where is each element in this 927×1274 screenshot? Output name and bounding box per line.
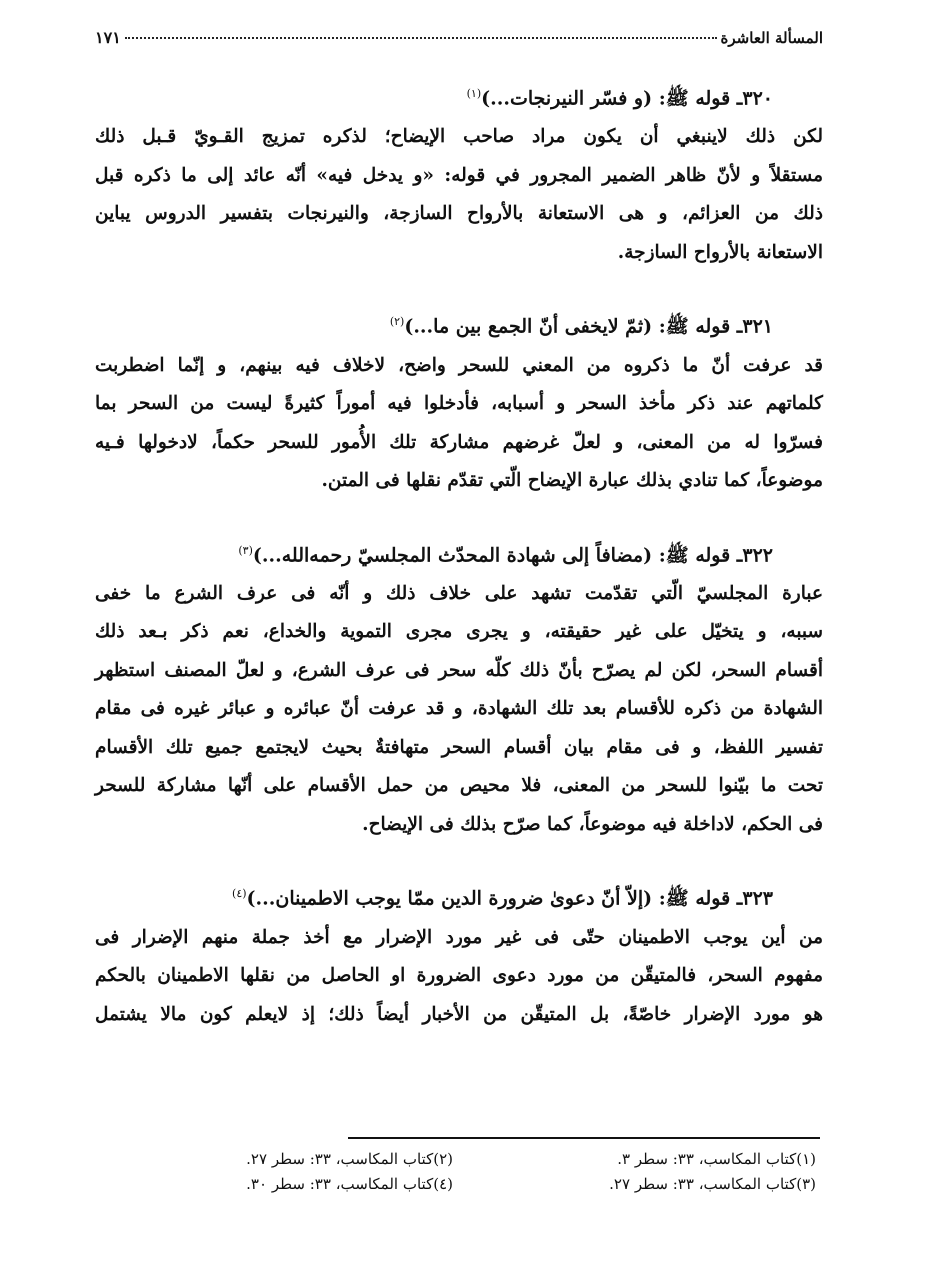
text-line: فسرّوا له من المعنى، و لعلّ غرضهم مشاركة تلك الأُمور للسحر حكماً، لادخولها فـيه — [95, 431, 823, 453]
section-number: ٣٢٢ — [742, 543, 773, 566]
heading-quote: (إلاّ أنّ دعوىٰ ضرورة الدين ممّا يوجب الاطمينان...) — [246, 887, 653, 910]
footnote-list — [150, 1147, 820, 1197]
section-body — [95, 575, 823, 845]
section-322 — [95, 531, 823, 845]
text-line: ذلك من العزائم، و هى الاستعانة بالأرواح السازجة، والنيرنجات بتفسير الدروس يباين — [95, 203, 823, 225]
heading-prefix: ـ قوله ﷺ: — [658, 887, 743, 910]
footnote-1: (١)كتاب المكاسب، ٣٣: سطر ٣. — [617, 1150, 816, 1168]
section-heading — [95, 874, 823, 918]
section-body — [95, 919, 823, 1035]
text-line: مفهوم السحر، فالمتيقّن من مورد دعوى الضرورة او الحاصل من نقلها الاطمينان بالحكم — [95, 965, 823, 987]
heading-quote: (ثمّ لايخفى أنّ الجمع بين ما...) — [404, 315, 653, 338]
section-323 — [95, 874, 823, 1034]
section-321 — [95, 302, 823, 500]
section-heading — [95, 74, 823, 118]
footnote-ref[interactable]: (٤) — [232, 887, 247, 901]
text-line: هو مورد الإضرار خاصّةً، بل المتيقّن من الأخبار أيضاً ذلك؛ إذ لايعلم كون مالا يشتمل — [95, 1003, 823, 1025]
chapter-title: المسألة العاشرة — [720, 29, 823, 47]
text-line: تفسير اللفظ، و فى مقام بيان أقسام السحر متهافتةٌ بحيث لايجتمع جميع تلك الأقسام — [95, 736, 823, 758]
footnote-ref[interactable]: (٣) — [238, 543, 253, 557]
text-line: كلماتهم عند ذكر مأخذ السحر و أسبابه، فأدخلوا فيه أموراً كثيرةً ليست من السحر بما — [95, 393, 823, 415]
page-number: ١٧١ — [95, 28, 121, 47]
heading-quote: (مضافاً إلى شهادة المحدّث المجلسيّ رحمه‌الله...) — [252, 543, 653, 566]
text-line: موضوعاً، كما تنادي بذلك عبارة الإيضاح الّتي تقدّم نقلها فى المتن. — [321, 470, 823, 492]
footnote-ref[interactable]: (١) — [466, 87, 482, 100]
text-line: الشهادة من ذكره للأقسام بعد تلك الشهادة، و قد عرفت أنّ عبائره و عبائر غيره فى مقام — [95, 698, 823, 720]
dotted-leader — [125, 37, 717, 39]
text-line: من أين يوجب الاطمينان حتّى فى غير مورد الإضرار مع أخذ جملة منهم الإضرار فى — [95, 926, 823, 948]
section-number: ٣٢١ — [742, 315, 773, 338]
section-number: ٣٢٣ — [742, 887, 773, 910]
footnote-2: (٢)كتاب المكاسب، ٣٣: سطر ٢٧. — [246, 1150, 453, 1168]
footnote-4: (٤)كتاب المكاسب، ٣٣: سطر ٣٠. — [246, 1175, 453, 1193]
section-heading — [95, 531, 823, 575]
heading-prefix: ـ قوله ﷺ: — [658, 315, 743, 338]
text-line: الاستعانة بالأرواح السازجة. — [617, 241, 823, 263]
section-body — [95, 118, 823, 272]
heading-prefix: ـ قوله ﷺ: — [658, 543, 743, 566]
text-line: سببه، و يتخيّل على غير حقيقته، و يجرى مجرى التموية والخداع، نعم ذكر بـعد ذلك — [95, 621, 823, 643]
section-number: ٣٢٠ — [742, 87, 773, 110]
section-heading — [95, 302, 823, 346]
text-line: فى الحكم، لاداخلة فيه موضوعاً، كما صرّح بذلك فى الإيضاح. — [362, 813, 823, 835]
heading-quote: (و فسّر النيرنجات...) — [481, 87, 653, 110]
footnote-ref[interactable]: (٢) — [389, 315, 405, 329]
section-body — [95, 347, 823, 501]
footnote-3: (٣)كتاب المكاسب، ٣٣: سطر ٢٧. — [609, 1175, 816, 1193]
text-line: تحت ما بيّنوا للسحر من المعنى، فلا محيص من حمل الأقسام على أنّها مشاركة للسحر — [95, 775, 823, 797]
text-line: عبارة المجلسيّ الّتي تقدّمت تشهد على خلاف ذلك و أنّه فى عرف الشرع ما خفى — [95, 582, 823, 604]
text-line: مستقلاً و لأنّ ظاهر الضمير المجرور في قوله: «و يدخل فيه» أنّه عائد إلى ما ذكره قبل — [95, 164, 823, 186]
footnote-separator — [348, 1137, 820, 1139]
book-page — [95, 28, 823, 1034]
footnotes-area — [150, 1137, 820, 1197]
running-header — [95, 28, 823, 58]
heading-prefix: ـ قوله ﷺ: — [658, 87, 743, 110]
section-320 — [95, 74, 823, 272]
text-line: لكن ذلك لاينبغي أن يكون مراد صاحب الإيضاح؛ لذكره تمزيج القـويّ قـبل ذلك — [95, 126, 823, 148]
text-line: أقسام السحر، لكن لم يصرّح بأنّ ذلك كلّه سحر فى عرف الشرع، و لعلّ المصنف استظهر — [95, 659, 823, 681]
text-line: قد عرفت أنّ ما ذكروه من المعني للسحر واضح، لاخلاف فيه بينهم، و إنّما اضطربت — [95, 354, 823, 376]
